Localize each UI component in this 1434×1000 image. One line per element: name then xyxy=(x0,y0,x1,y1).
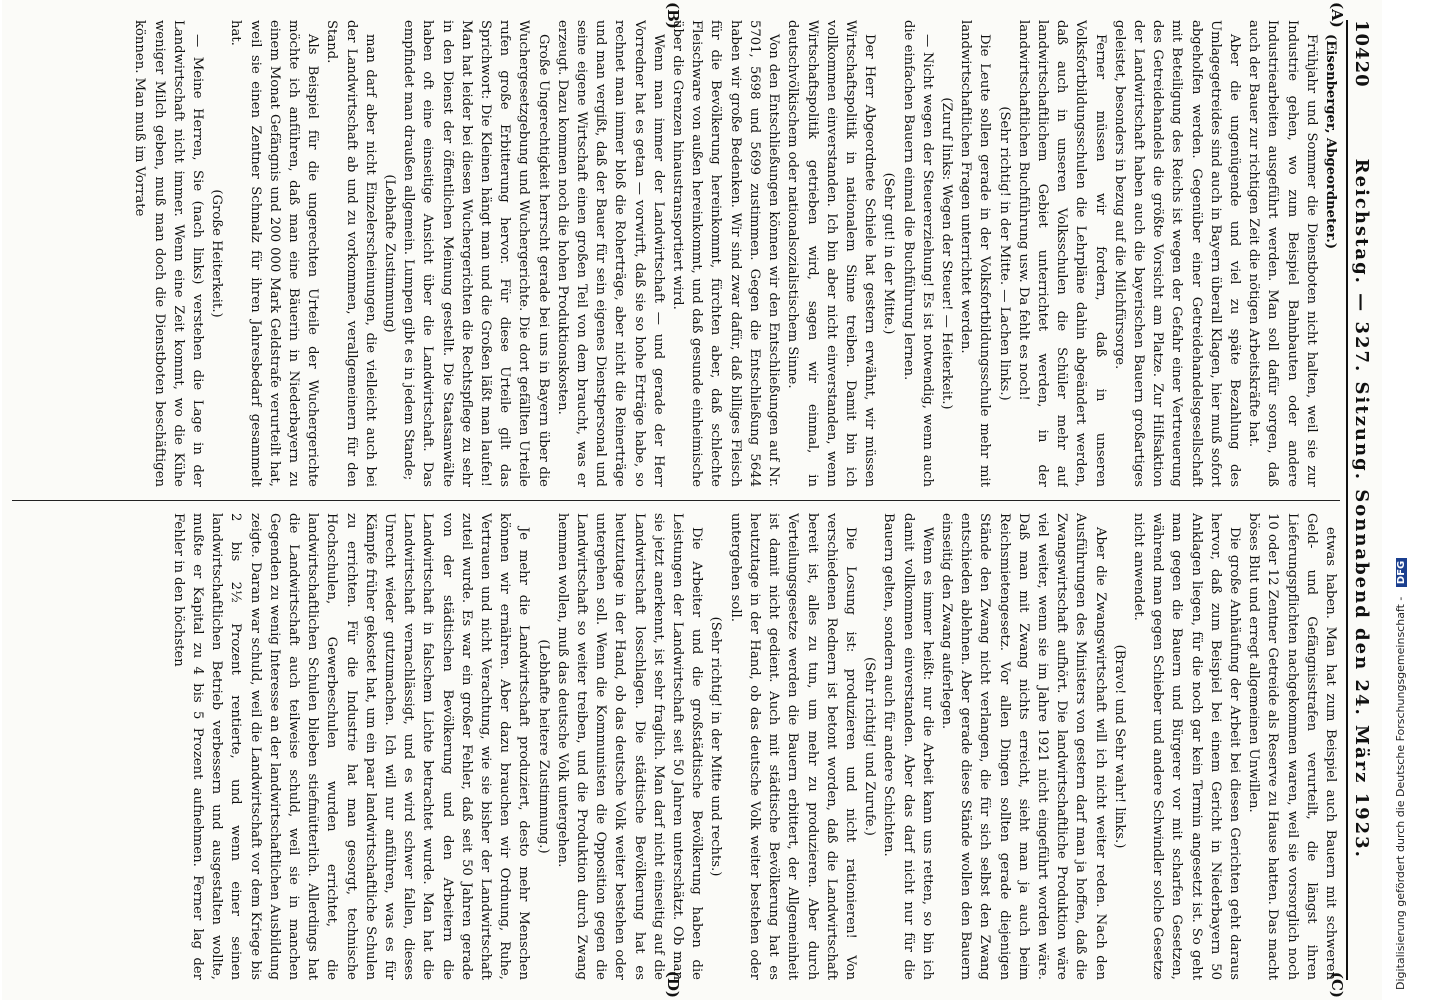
interjection: (Lebhafte Zustimmung) xyxy=(382,174,398,333)
paragraph: Der Herr Abgeordnete Schiele hat gestern erwähnt, wir müssen Wirtschaftspolitik in nationalem Sinne treiben. Damit bin ich vollkommen einverstanden. Ich bin aber nicht einverstanden, wenn Wirtschaftspolitik getrieben wird, sagen wir einmal, in deutschvölkischem oder nationalsozialistischem Sinne. xyxy=(785,20,878,487)
digitization-credit xyxy=(1384,0,1434,1000)
margin-marker-a: (A) xyxy=(1328,2,1346,28)
paragraph: Die Losung ist: produzieren und nicht rationieren! Von verschiedenen Rednern ist betont worden, daß die Landwirtschaft bereit ist, alles zu tun, um mehr zu produzieren. Aber durch Verteilungsgesetze werden die Bauern erbittert, der Allgemeinheit ist damit nicht gedient. Auch mit städtische Bevölkerung hat es heutzutage in der Hand, ob das deutsche Volk weiter bestehen oder untergehen soll. xyxy=(727,513,858,980)
paragraph: Wenn man immer der Landwirtschaft — und gerade der Herr Vorredner hat es getan — vorwirft, daß sie so hohe Erträge habe, so rechnet man immer bloß die Roherträge, aber nicht die Reinerträge und man vergißt, daß der Bauer für sein eigenes Dienstpersonal und seine eigene Wirtschaft einen großen Teil von dem braucht, was er erzeugt. Dazu kommen noch die hohen Produktionskosten. xyxy=(554,20,666,487)
paragraph: Die Arbeiter und die großstädtische Bevölkerung haben die Leistungen der Landwirtschaft seit 50 Jahren unterschätzt. Ob man sie jetzt anerkennt, ist sehr fraglich. Man darf nicht einseitig auf die Landwirtschaft losschlagen. Die städtische Bevölkerung hat es heutzutage in der Hand, ob das deutsche Volk weiter bestehen oder untergehen soll. Wenn die Kommunisten die Opposition gegen die Landwirtschaft so weiter treiben, und die Produktion durch Zwang hemmen wollen, muß das deutsche Volk untergehen. xyxy=(554,513,705,980)
text-columns xyxy=(12,20,1340,980)
interjection: (Sehr gut! in der Mitte.) xyxy=(881,172,897,335)
margin-marker-c: (C) xyxy=(1328,971,1346,998)
paragraph: Die große Anhäufung der Arbeit bei diesen Gerichten geht daraus hervor, daß zum Beispiel bei einem Gericht in Niederbayern 50 Anklagen liegen, für die noch gar kein Termin angesetzt ist. So geht man gegen die Bauern und Bürgerer vor mit scharfen Gesetzen, während man gegen Schieber und andere Schwindler solche Gesetze nicht anwendet. xyxy=(1130,513,1242,980)
paragraph: Aber die Zwangswirtschaft will ich nicht weiter reden. Nach den Ausführungen des Ministers von gestern darf man ja hoffen, daß die Zwangswirtschaft aufhört. Die landwirtschaftliche Produktion wäre viel weiter, wenn sie im Jahre 1921 nicht eingeführt worden wäre. Daß man mit Zwang nichts erreicht, sieht man ja auch beim Reichsmietengesetz. Vor allen Dingen sollten gerade diejenigen Stände den Zwang nicht verlangen, die für sich selbst den Zwang entschieden ablehnen. Aber gerade diese Stände wollen den Bauern einseitig den Zwang auferlegen. xyxy=(938,513,1108,980)
paragraph: Die Leute sollen gerade in der Volksfortbildungsschule mehr mit landwirtschaftlichen Fragen unterrichtet werden. xyxy=(958,20,993,487)
page-number: 10420 xyxy=(1351,20,1373,88)
page-header xyxy=(1346,20,1376,980)
interjection: (Große Heiterkeit.) xyxy=(209,189,225,318)
interjection: (Lebhafte heitere Zustimmung.) xyxy=(535,639,551,854)
interjection: (Sehr richtig! und Zurufe.) xyxy=(862,657,878,836)
interjection: (Sehr richtig! in der Mitte und rechts.) xyxy=(708,616,724,877)
paragraph: Wenn es immer heißt: nur die Arbeit kann uns retten, so bin ich damit vollkommen einverstanden. Aber das darf nicht nur für die Bauern gelten, sondern auch für andere Schichten. xyxy=(881,513,935,980)
paragraph: Aber die ungenügende und viel zu späte Bezahlung des Umlagegetreides sind auch in Bayern überall Klagen, hier muß sofort abgeholfen werden. Gegenüber einer Getreidehandelsgesellschaft mit Beteiligung des Reichs ist wegen der Gefahr einer Vertreuerung des Getreidehandels die größte Vorsicht am Platze. Zur Hilfsaktion der Landwirtschaft haben auch die bayerischen Bauern großartiges geleistet, besonders in bezug auf die Milchfürsorge. xyxy=(1111,20,1242,487)
paragraph: Als Beispiel für die ungerechten Urteile der Wuchergerichte möchte ich anführen, daß man eine Bäuerin in Niederbayern zu einem Monat Gefängnis und 200 000 Mark Geldstrafe verurteilt hat, weil sie einen Zentner Schmalz für ihren Jahresbedarf gesammelt hat. xyxy=(228,20,321,487)
speaker-line: (Eisenberger, Abgeordneter.) xyxy=(1323,34,1338,250)
interjection: (Sehr richtig! in der Mitte. — Lachen links.) xyxy=(996,106,1012,401)
paragraph: etwas haben. Man hat zum Beispiel auch Bauern mit schweren Geld- und Gefängnisstrafen verurteilt, die längst ihren Lieferungspflichten nachgekommen waren, weil sie vorsorglich noch 10 oder 12 Zentner Getreide als Reserve zu Hause hatten. Das macht böses Blut und erregt allgemeinen Unwillen. xyxy=(1246,513,1338,980)
interjection: (Bravo! und Sehr wahr! links.) xyxy=(1111,644,1127,849)
left-column xyxy=(12,20,1340,487)
margin-marker-b: (B) xyxy=(664,2,682,29)
right-column xyxy=(12,513,1340,980)
paragraph: — Meine Herren, Sie (nach links) verstehen die Lage in der Landwirtschaft nicht immer. Wenn eine Zeit kommt, wo die Kühe weniger Milch geben, muß man doch die Dienstboten beschäftigen können. Man muß im Vorrate xyxy=(132,20,206,487)
document-page xyxy=(2,0,1382,1000)
paragraph: Frühjahr und Sommer die Dienstboten nicht halten, weil sie zur Industrie gehen, wo zum Beispiel Bahnbauten oder andere Industriearbeiten ausgeführt werden. Man soll dafür sorgen, daß auch der Bauer zur richtigen Zeit die nötigen Arbeitskräfte hat. xyxy=(1246,20,1319,487)
paragraph: Von den Entschließungen können wir den Entschließungen auf Nr. 5701, 5698 und 5699 zustimmen. Gegen die Entschließung 5644 haben wir große Bedenken. Wir sind zwar dafür, daß billiges Fleisch für die Bevölkerung hereinkommt, fürchten aber, daß schlechte Fleischware von außen hereinkommt, und daß gesunde einheimische über die Grenzen hinaustransportiert wird. xyxy=(670,20,782,487)
credit-text: Digitalisierung gefördert durch die Deutsche Forschungsgemeinschaft - xyxy=(1394,596,1407,990)
paragraph: Ferner müssen wir fordern, daß in unseren Volksfortbildungsschulen die Lehrpläne dahin abgeändert werden, daß auch in unseren Volksschulen die Schüler mehr auf landwirtschaftlichem Gebiet unterrichtet werden, in der landwirtschaftlichen Buchführung usw. Da fehlt es noch! xyxy=(1015,20,1108,487)
dfg-logo: DFG xyxy=(1396,558,1407,587)
interjection: (Zuruf links: Wegen der Steuer! — Heiterkeit.) xyxy=(938,97,954,410)
paragraph: — Nicht wegen der Steuererziehung! Es ist notwendig, wenn auch die einfachen Bauern einmal die Buchführung lernen. xyxy=(900,20,935,487)
margin-marker-d: (D) xyxy=(664,970,682,998)
page-title: Reichstag. — 327. Sitzung. Sonnabend den 24. März 1923. xyxy=(1351,158,1373,859)
paragraph: Je mehr die Landwirtschaft produziert, desto mehr Menschen können wir ernähren. Aber dazu brauchen wir Ordnung, Ruhe, Vertrauen und nicht Verachtung, wie sie bisher der Landwirtschaft zuteil wurde. Es war ein großer Fehler, daß seit 50 Jahren gerade von der städtischen Bevölkerung und den Arbeitern die Landwirtschaft in falschem Lichte betrachtet wurde. Man hat die Landwirtschaft vernachlässigt, und es wird schwer fallen, dieses Unrecht wieder gutzumachen. Ich will nur anführen, was es für Kämpfe früher gekostet hat, um ein paar landwirtschaftliche Schulen zu errichten. Für die Industrie hat man gesorgt, technische Hochschulen, Gewerbeschulen wurden errichtet, die landwirtschaftlichen Schulen blieben stiefmütterlich. Allerdings hat die Landwirtschaft auch teilweise schuld, weil sie in manchen Gegenden zu wenig Interesse an der landwirtschaftlichen Ausbildung zeigte. Daran war schuld, weil die Landwirtschaft vor dem Kriege bis 2 bis 2½ Prozent rentierte, und wenn einer seinen landwirtschaftlichen Betrieb verbessern und ausgestalten wollte, mußte er Kapital zu 4 bis 5 Prozent aufnehmen. Ferner lag der Fehler in den höchsten xyxy=(170,513,532,980)
paragraph: man darf aber nicht Einzelerscheinungen, die vielleicht auch bei der Landwirtschaft ab und zu vorkommen, verallgemeinern für den Stand. xyxy=(324,20,378,487)
paragraph: Große Ungerechtigkeit herrscht gerade bei uns in Bayern über die Wuchergesetzgebung und Wuchergerichte. Die dort gefällten Urteile rufen große Erbitterung hervor. Für diese Urteile gilt das Sprichwort: Die Kleinen hängt man und die Großen läßt man laufen! Man hat leider bei diesen Wuchergerichten die Rechtspflege zu sehr in den Dienst der öffentlichen Meinung gestellt. Die Staatsanwälte haben oft eine einseitige Ansicht über die Landwirtschaft. Das empfindet man draußen allgemein. Lumpen gibt es in jedem Stande; xyxy=(401,20,551,487)
